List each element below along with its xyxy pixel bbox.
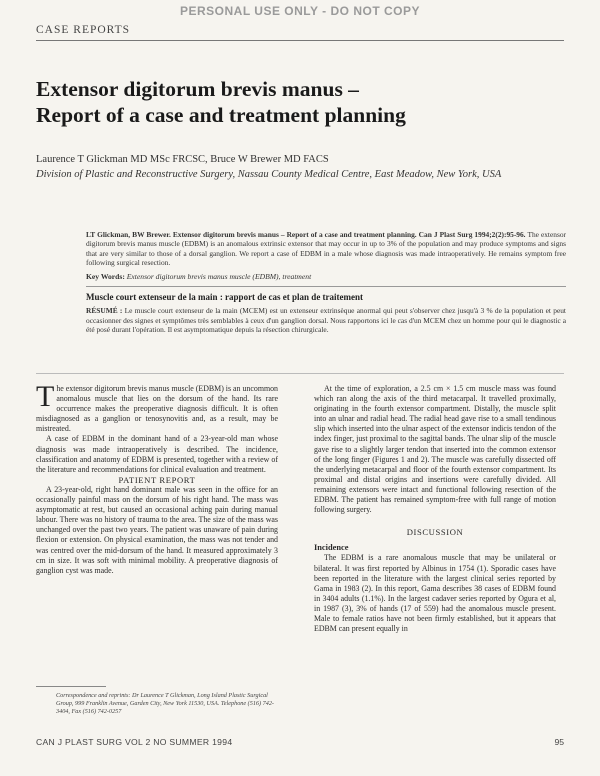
title-line-2: Report of a case and treatment planning — [36, 103, 406, 127]
exploration-paragraph: At the time of exploration, a 2.5 cm × 1.5 cm muscle mass was found which ran along the axis of the third metacarpal. It travelled proximally, originating in the fourth extensor compartment. Distally, the muscle split into an ulnar and radial head. The radial head gave rise to a small tendinous slip which inserted into the ulnar aspect of the extensor indicis tendon of the index finger, just proximal to the sagittal bands. The ulnar slip of the muscle gave rise to a slightly larger tendon that inserted into the common extensor of the long finger (Figures 1 and 2). The muscle was carefully dissected off the underlying metacarpal and floor of the fourth extensor compartment. Its proximal and distal origins and insertions were carefully divided. All remaining extensors were intact and functional following resection of the EDBM. The patient has remained symptom-free with full range of motion following surgery. — [314, 384, 556, 515]
title-line-1: Extensor digitorum brevis manus – — [36, 77, 359, 101]
correspondence-footnote: Correspondence and reprints: Dr Laurence T Glickman, Long Island Plastic Surgical Group, 999 Franklin Avenue, Garden City, New York 11530, USA. Telephone (516) 742-3404, Fax (516) 742-0257 — [56, 692, 274, 715]
abstract-divider — [86, 286, 566, 287]
keywords-label: Key Words: — [86, 271, 125, 281]
top-divider — [36, 40, 564, 41]
page-number: 95 — [554, 737, 564, 747]
resume-text: Le muscle court extenseur de la main (MCEM) est un extenseur extrinsèque anormal qui peut s'observer chez jusqu'à 3 % de la population et peut occasionner des signes et symptômes très semblables à ceux d'un ganglion dorsal. Nous rapportons ici le cas d'un MCEM chez un homme pour qui le diagnostic a été posé durant l'opération. Il est asymptomatique depuis la résection chirurgicale. — [86, 306, 566, 335]
incidence-subheading: Incidence — [314, 543, 349, 553]
body-divider — [36, 373, 564, 374]
author-list: Laurence T Glickman MD MSc FRCSC, Bruce W Brewer MD FACS — [36, 154, 329, 165]
discussion-heading: DISCUSSION — [406, 527, 464, 538]
article-title — [36, 76, 566, 128]
intro-paragraph — [36, 380, 278, 434]
resume-label: RÉSUMÉ : — [86, 306, 123, 316]
drop-cap: T — [36, 380, 55, 413]
incidence-paragraph: The EDBM is a rare anomalous muscle that may be unilateral or bilateral. It was first reported by Albinus in 1754 (1). Sporadic cases have been reported in the literature with the largest clinical series reported by Gama in 1983 (2). In this report, Gama describes 38 cases of EDBM found in 3404 adults (1.1%). In the largest cadaver series reported by Ogura et al, in 1987 (3), 3% of hands (17 of 559) had the anomalous muscle present. Male to female ratios have not been firmly established, but it appears that EDBM can present equally in — [314, 553, 556, 634]
copy-notice-banner: PERSONAL USE ONLY - DO NOT COPY — [180, 4, 420, 18]
author-affiliation: Division of Plastic and Reconstructive Surgery, Nassau County Medical Centre, East Meadow, New York, USA — [36, 169, 502, 180]
intro-text: he extensor digitorum brevis manus muscle (EDBM) is an uncommon anomalous muscle that lies on the dorsum of the hand. Its rare occurrence makes the preoperative diagnosis difficult. It is often misdiagnosed as a ganglion or tenosynovitis and, as a result, may be mistreated. — [36, 384, 278, 434]
keywords — [86, 272, 566, 281]
abstract-text: The extensor digitorum brevis manus muscle (EDBM) is an anomalous extrinsic extensor that may occur in up to 3% of the population and may produce symptoms and signs that are very similar to those of a dorsal ganglion. We report a case of EDBM in a male whose diagnosis was made intraoperatively. He remains symptom free following surgical resection. — [86, 230, 566, 268]
body-column-right — [314, 384, 556, 634]
keywords-text: Extensor digitorum brevis manus muscle (EDBM), treatment — [124, 271, 312, 281]
abstract-english — [86, 230, 566, 268]
footnote-divider — [36, 686, 106, 687]
section-label: CASE REPORTS — [36, 24, 131, 36]
patient-report-heading: PATIENT REPORT — [118, 474, 196, 485]
patient-report-paragraph: A 23-year-old, right hand dominant male was seen in the office for an occasionally painful mass on the dorsum of his right hand. The mass was asymptomatic at rest, but caused an occasional aching pain during manual labour. There was no history of trauma to the area. The size of the mass was unchanged over the past two years. The patient was unaware of pain during flexion or extension. On physical examination, the mass was not tender and was centred over the mid-dorsum of the hand. It measured approximately 3 cm in size. It was soft with minimal mobility. A preoperative diagnosis of ganglion cyst was made. — [36, 484, 278, 575]
abstract-citation: LT Glickman, BW Brewer. Extensor digitorum brevis manus – Report of a case and treatment planning. Can J Plast Surg 1994;2(2):95-96. — [86, 230, 526, 239]
body-column-left — [36, 380, 278, 576]
intro-paragraph-2: A case of EDBM in the dominant hand of a 23-year-old man whose diagnosis was made intraoperatively is described. The incidence, classification and anatomy of EDBM is presented, together with a review of the literature and recommendations for clinical evaluation and treatment. — [36, 434, 278, 474]
resume-french — [86, 306, 566, 334]
french-title: Muscle court extenseur de la main : rapport de cas et plan de traitement — [86, 292, 364, 303]
abstract-block — [86, 230, 566, 335]
journal-citation: CAN J PLAST SURG VOL 2 NO SUMMER 1994 — [36, 737, 233, 747]
